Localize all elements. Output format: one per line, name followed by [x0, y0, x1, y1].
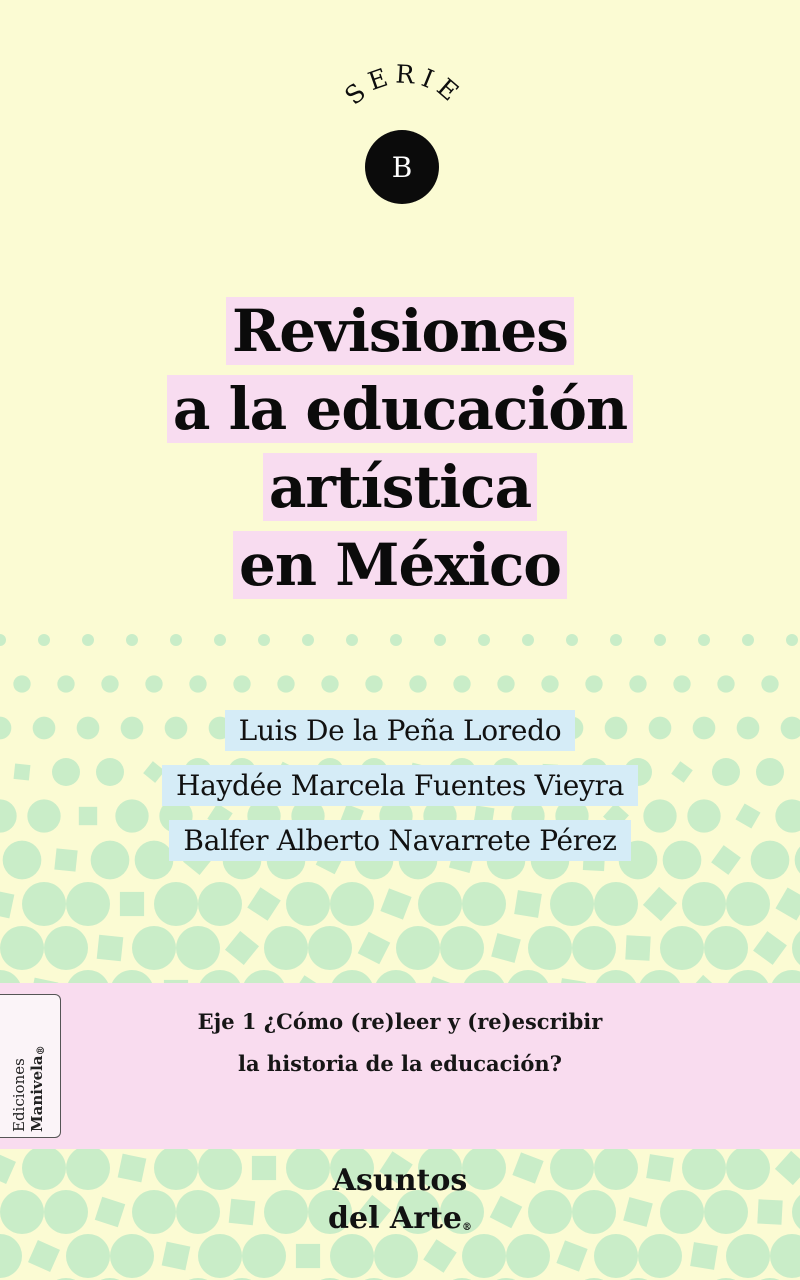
pattern-dot [514, 890, 542, 918]
pattern-dot [572, 1190, 616, 1234]
pattern-dot [214, 634, 226, 646]
pattern-dot [792, 1190, 800, 1234]
pattern-dot [786, 634, 798, 646]
pattern-dot [478, 634, 490, 646]
pattern-dot [296, 1244, 320, 1268]
pattern-dot [434, 634, 446, 646]
pattern-dot [247, 887, 280, 920]
pattern-dot [44, 926, 88, 970]
pattern-dot [572, 926, 616, 970]
pattern-dot [176, 1190, 220, 1234]
pattern-dot [497, 675, 514, 692]
pattern-dot [132, 1190, 176, 1234]
pattern-dot [594, 1146, 638, 1190]
pattern-dot [162, 1242, 191, 1271]
pattern-dot [22, 1146, 66, 1190]
title-line-1: Revisiones [0, 292, 800, 370]
pattern-dot [330, 882, 374, 926]
pattern-dot [0, 1190, 44, 1234]
series-badge [320, 55, 480, 205]
collection-line-1: Asuntos [332, 1163, 468, 1198]
pattern-dot [660, 1190, 704, 1234]
pattern-dot [792, 926, 800, 970]
pattern-dot [690, 1242, 718, 1270]
pattern-dot [629, 675, 646, 692]
pattern-dot [770, 1234, 800, 1278]
pattern-dot [0, 926, 44, 970]
collection-logo [300, 1162, 500, 1247]
pattern-dot [775, 887, 800, 920]
pattern-dot [704, 1190, 748, 1234]
pattern-dot [682, 882, 726, 926]
pattern-dot [145, 675, 162, 692]
axis-line-1: Eje 1 ¿Cómo (re)leer y (re)escribir [197, 1009, 603, 1034]
pattern-dot [97, 935, 124, 962]
pattern-dot [623, 1197, 653, 1227]
pattern-dot [154, 882, 198, 926]
pattern-dot [610, 634, 622, 646]
pattern-dot [154, 1146, 198, 1190]
pattern-dot [660, 926, 704, 970]
pattern-dot [775, 1151, 800, 1185]
pattern-dot [566, 634, 578, 646]
pattern-dot [101, 675, 118, 692]
series-label: SERIE [339, 59, 469, 111]
pattern-dot [654, 634, 666, 646]
pattern-dot [757, 1199, 782, 1224]
pattern-dot [726, 1234, 770, 1278]
pattern-dot [66, 882, 110, 926]
pattern-dot [13, 675, 30, 692]
pattern-dot [252, 1156, 276, 1180]
pattern-dot [462, 882, 506, 926]
pattern-dot [761, 675, 778, 692]
pattern-dot [132, 926, 176, 970]
pattern-dot [512, 1152, 543, 1183]
pattern-dot [0, 1234, 22, 1278]
pattern-dot [346, 634, 358, 646]
pattern-dot [57, 675, 74, 692]
pattern-dot [418, 882, 462, 926]
pattern-dot [365, 675, 382, 692]
pattern-dot [66, 1146, 110, 1190]
publisher-logo [0, 994, 61, 1138]
pattern-dot [491, 933, 521, 963]
pattern-dot [585, 675, 602, 692]
pattern-dot [66, 1234, 110, 1278]
pattern-dot [277, 675, 294, 692]
pattern-dot [189, 675, 206, 692]
pattern-dot [528, 926, 572, 970]
pattern-dot [742, 634, 754, 646]
collection-line-2: del Arte® [328, 1201, 472, 1236]
pattern-dot [308, 926, 352, 970]
pattern-dot [380, 888, 411, 919]
pattern-dot [28, 1240, 60, 1272]
pattern-dot [625, 935, 650, 960]
pattern-dot [95, 1197, 125, 1227]
pattern-dot [753, 931, 787, 965]
pattern-dot [0, 890, 14, 919]
title-line-3: artística [0, 448, 800, 526]
pattern-dot [286, 882, 330, 926]
pattern-dot [698, 634, 710, 646]
pattern-dot [594, 882, 638, 926]
pattern-dot [646, 1154, 674, 1182]
publisher-line-2: Manivela® [28, 1045, 47, 1132]
pattern-dot [229, 1199, 256, 1226]
title-line-2: a la educación [0, 370, 800, 448]
pattern-dot [396, 926, 440, 970]
author-name: Haydée Marcela Fuentes Vieyra [0, 758, 800, 813]
pattern-dot [550, 882, 594, 926]
pattern-dot [550, 1146, 594, 1190]
pattern-dot [638, 1234, 682, 1278]
pattern-dot [358, 932, 391, 965]
pattern-dot [390, 634, 402, 646]
pattern-dot [82, 634, 94, 646]
pattern-dot [409, 675, 426, 692]
publisher-line-1: Ediciones [10, 1058, 28, 1132]
pattern-dot [726, 882, 770, 926]
axis-line-2: la historia de la educación? [238, 1051, 562, 1076]
pattern-dot [0, 1152, 16, 1184]
pattern-dot [242, 1234, 286, 1278]
pattern-dot [176, 926, 220, 970]
pattern-dot [198, 1146, 242, 1190]
pattern-dot [225, 931, 259, 965]
pattern-dot [704, 926, 748, 970]
pattern-dot [321, 675, 338, 692]
author-list [0, 703, 800, 868]
pattern-dot [110, 1234, 154, 1278]
pattern-dot [556, 1240, 587, 1271]
pattern-dot [528, 1190, 572, 1234]
pattern-dot [643, 887, 677, 921]
pattern-dot [170, 634, 182, 646]
pattern-dot [440, 926, 484, 970]
author-name: Balfer Alberto Navarrete Pérez [0, 813, 800, 868]
pattern-dot [258, 634, 270, 646]
pattern-dot [717, 675, 734, 692]
pattern-dot [198, 882, 242, 926]
pattern-dot [38, 634, 50, 646]
pattern-dot [22, 882, 66, 926]
axis-subtitle [0, 1001, 800, 1085]
book-title [0, 292, 800, 604]
author-name: Luis De la Peña Loredo [0, 703, 800, 758]
pattern-dot [541, 675, 558, 692]
title-line-4: en México [0, 526, 800, 604]
pattern-dot [0, 634, 6, 646]
pattern-dot [673, 675, 690, 692]
pattern-dot [118, 1154, 147, 1183]
pattern-dot [120, 892, 144, 916]
series-letter: B [365, 130, 439, 204]
pattern-dot [594, 1234, 638, 1278]
pattern-dot [233, 675, 250, 692]
pattern-dot [453, 675, 470, 692]
pattern-dot [264, 926, 308, 970]
pattern-dot [506, 1234, 550, 1278]
pattern-dot [44, 1190, 88, 1234]
pattern-dot [126, 634, 138, 646]
pattern-dot [726, 1146, 770, 1190]
axis-band [0, 983, 800, 1149]
pattern-dot [302, 634, 314, 646]
pattern-dot [198, 1234, 242, 1278]
pattern-dot [682, 1146, 726, 1190]
pattern-dot [522, 634, 534, 646]
